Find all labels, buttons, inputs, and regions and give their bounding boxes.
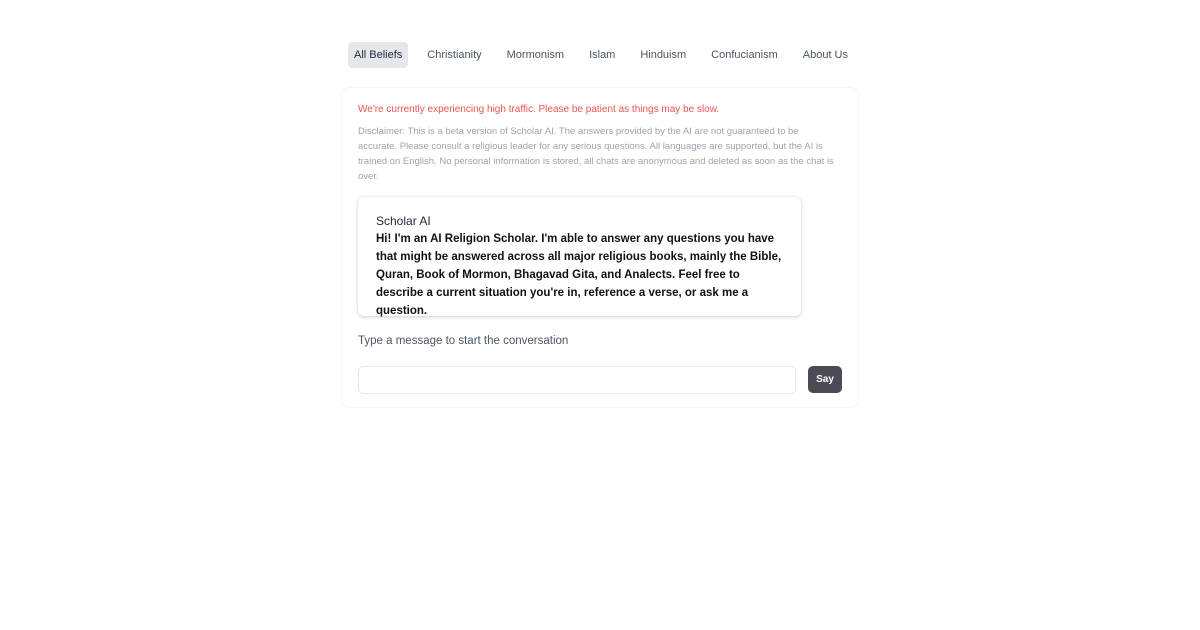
tab-about-us[interactable]: About Us: [802, 49, 848, 61]
belief-tabs: [348, 42, 854, 68]
tab-mormonism[interactable]: Mormonism: [506, 49, 565, 61]
message-author: Scholar AI: [376, 214, 431, 228]
message-text: Hi! I'm an AI Religion Scholar. I'm able to answer any questions you have that might be answered across all major religious books, mainly the Bible, Quran, Book of Mormon, Bhagavad Gita, and Analects. Feel free to describe a current situation you're in, reference a verse, or ask me a question.: [376, 233, 782, 317]
chat-message-bubble: [358, 197, 801, 316]
tab-islam[interactable]: Islam: [589, 49, 616, 61]
tab-hinduism[interactable]: Hinduism: [640, 49, 687, 61]
say-button[interactable]: Say: [808, 366, 842, 393]
message-input[interactable]: [358, 366, 796, 394]
tab-confucianism[interactable]: Confucianism: [711, 49, 778, 61]
conversation-prompt: Type a message to start the conversation: [358, 335, 569, 347]
traffic-notice: We're currently experiencing high traffic. Please be patient as things may be slow.: [358, 104, 720, 115]
disclaimer-text: Disclaimer: This is a beta version of Scholar AI. The answers provided by the AI are not guaranteed to be accurate. Please consult a religious leader for any serious questions. All languages are supported, but the AI is trained on English. No personal information is stored, all chats are anonymous and deleted as soon as the chat is over.: [358, 126, 834, 182]
tab-christianity[interactable]: Christianity: [427, 49, 482, 61]
tab-all-beliefs[interactable]: All Beliefs: [348, 42, 408, 68]
